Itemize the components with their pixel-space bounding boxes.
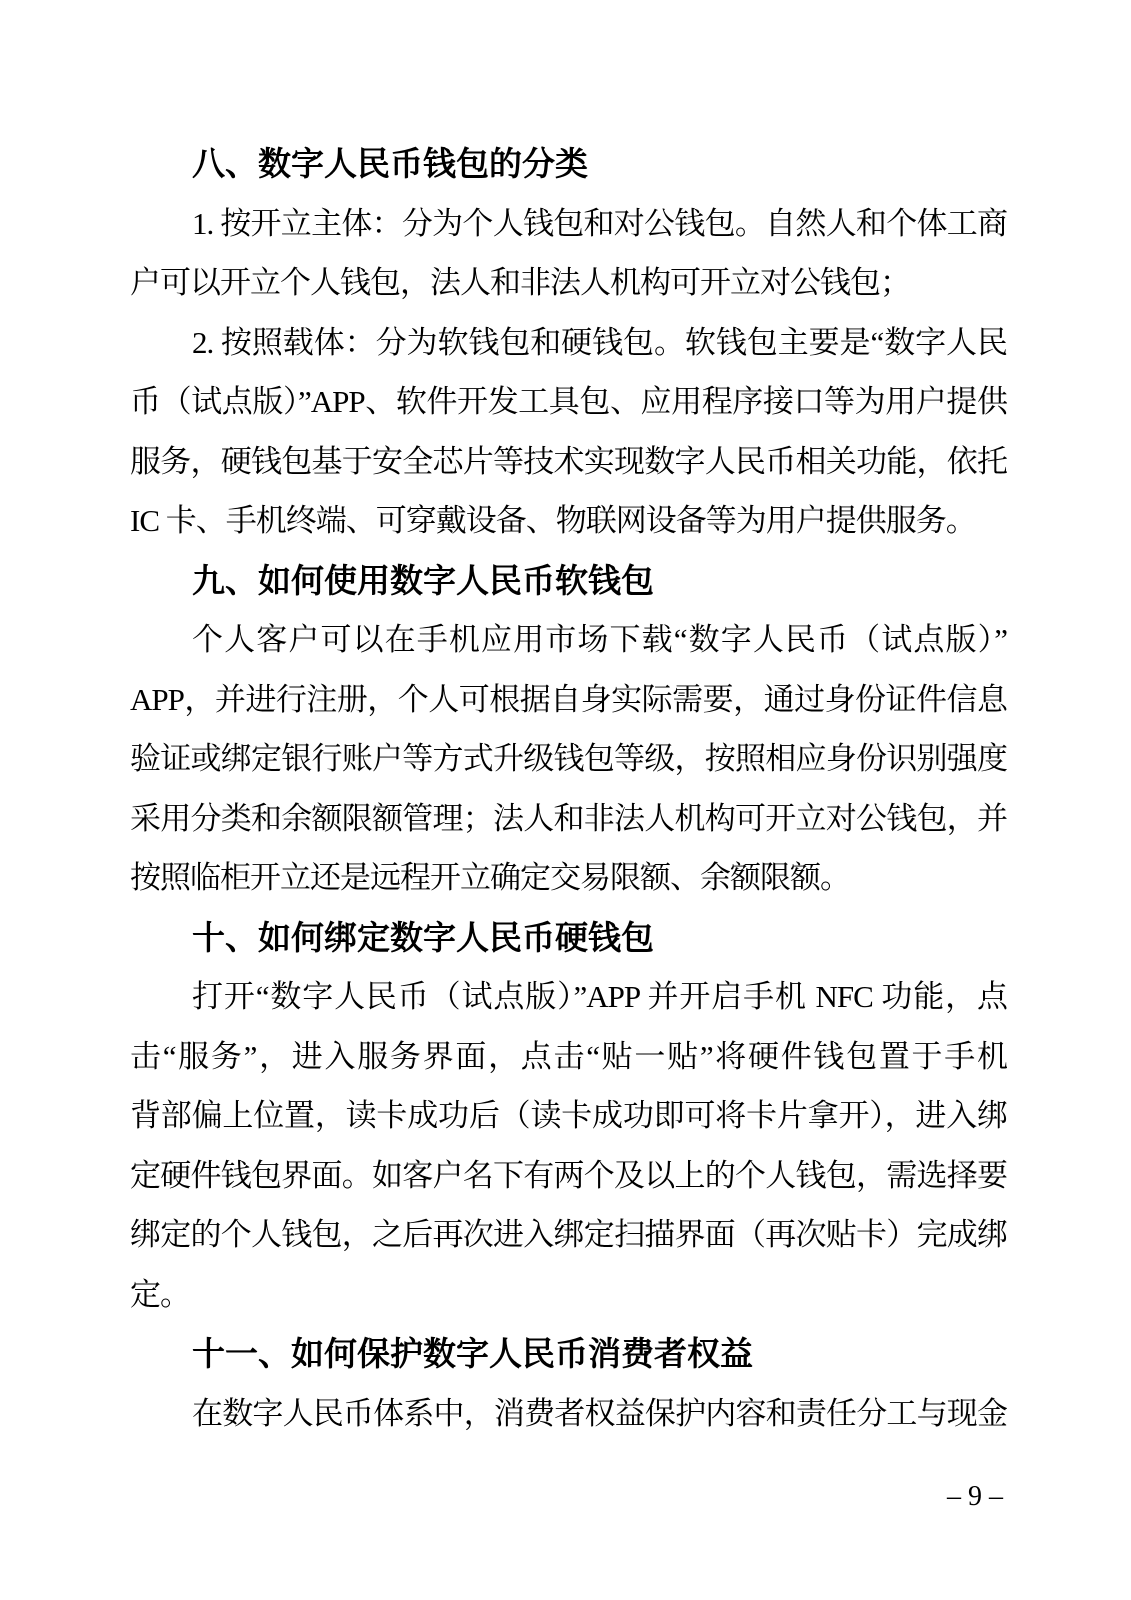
text-line: 背部偏上位置，读卡成功后（读卡成功即可将卡片拿开），进入绑 bbox=[130, 1098, 1007, 1133]
section-heading: 十一、如何保护数字人民币消费者权益 bbox=[192, 1335, 753, 1372]
text-line: 定硬件钱包界面。如客户名下有两个及以上的个人钱包，需选择要 bbox=[130, 1157, 1007, 1193]
text-line: 绑定的个人钱包，之后再次进入绑定扫描界面（再次贴卡）完成绑 bbox=[130, 1217, 1007, 1252]
document-body bbox=[130, 134, 1007, 1443]
section-heading: 八、数字人民币钱包的分类 bbox=[192, 145, 588, 182]
text-line: 打开“数字人民币（试点版）”APP 并开启手机 NFC 功能，点 bbox=[192, 979, 1007, 1014]
text-line: 服务，硬钱包基于安全芯片等技术实现数字人民币相关功能，依托 bbox=[130, 443, 1007, 479]
text-line: 个人客户可以在手机应用市场下载“数字人民币（试点版）” bbox=[192, 622, 1007, 657]
text-line: 验证或绑定银行账户等方式升级钱包等级，按照相应身份识别强度 bbox=[130, 741, 1007, 776]
text-line: 击“服务”，进入服务界面，点击“贴一贴”将硬件钱包置于手机 bbox=[130, 1038, 1007, 1074]
text-line: 1. 按开立主体：分为个人钱包和对公钱包。自然人和个体工商 bbox=[192, 205, 1007, 241]
text-line: 定。 bbox=[130, 1276, 190, 1312]
text-line: 户可以开立个人钱包，法人和非法人机构可开立对公钱包； bbox=[130, 265, 910, 300]
text-line: 在数字人民币体系中，消费者权益保护内容和责任分工与现金 bbox=[192, 1395, 1007, 1431]
text-line: 采用分类和余额限额管理；法人和非法人机构可开立对公钱包，并 bbox=[130, 800, 1007, 836]
section-heading: 十、如何绑定数字人民币硬钱包 bbox=[192, 918, 654, 956]
text-line: APP，并进行注册，个人可根据自身实际需要，通过身份证件信息 bbox=[130, 681, 1007, 717]
page-number: – 9 – bbox=[947, 1481, 1003, 1512]
section-heading: 九、如何使用数字人民币软钱包 bbox=[192, 561, 654, 599]
text-line: 按照临柜开立还是远程开立确定交易限额、余额限额。 bbox=[130, 860, 850, 895]
text-line: IC 卡、手机终端、可穿戴设备、物联网设备等为用户提供服务。 bbox=[130, 503, 976, 538]
text-line: 2. 按照载体：分为软钱包和硬钱包。软钱包主要是“数字人民 bbox=[192, 324, 1007, 360]
text-line: 币（试点版）”APP、软件开发工具包、应用程序接口等为用户提供 bbox=[130, 384, 1007, 419]
